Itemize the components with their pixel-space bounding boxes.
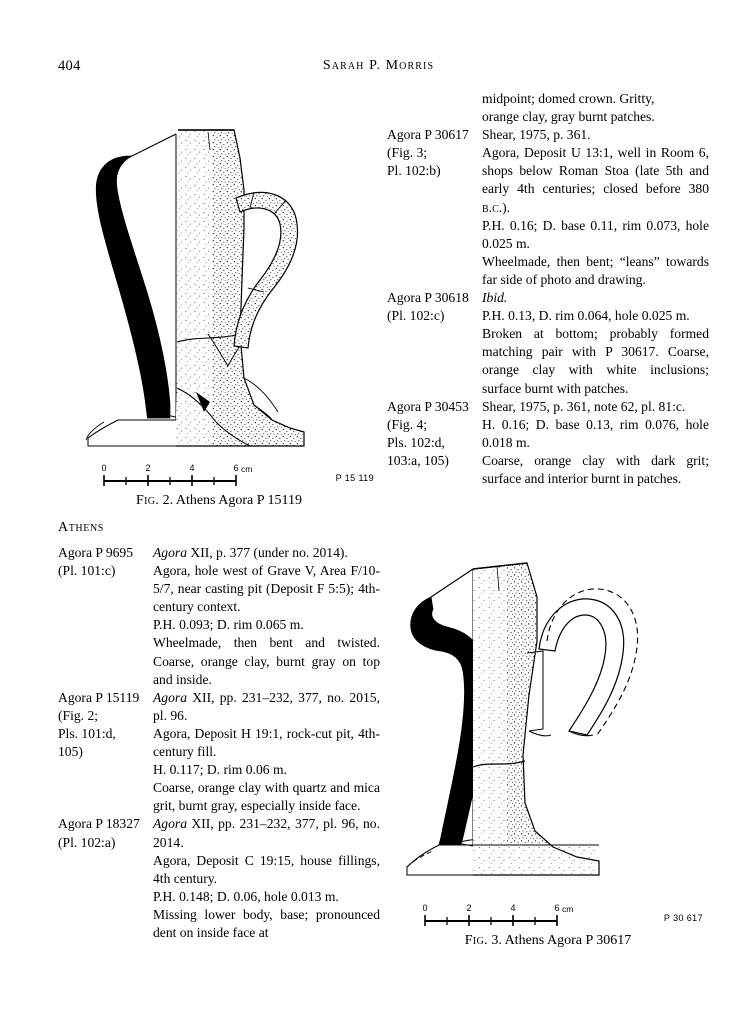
text-run: H. 0.117; D. rim 0.06 m. xyxy=(153,762,287,778)
bent-vessel-profile-p15119-drawing xyxy=(58,120,380,450)
entry-paragraph xyxy=(482,253,709,289)
text-run: Agora, Deposit U 13:1, well in Room 6, shops below Roman Stoa (late 5th and early 4th centuries; closed before 380 xyxy=(482,145,709,197)
scale-tick-4: 4 xyxy=(510,903,516,913)
scale-unit: cm xyxy=(562,904,574,914)
right-text-column xyxy=(387,90,709,488)
text-run: XII, p. 377 (under no. 2014). xyxy=(186,545,348,560)
figure-2-caption xyxy=(58,493,380,509)
entry-paragraph xyxy=(153,906,380,942)
entry-paragraph xyxy=(482,325,709,397)
entry-paragraph xyxy=(482,217,709,253)
text-run: Agora xyxy=(153,545,187,560)
scale-unit: cm xyxy=(241,464,253,474)
text-run: Wheelmade, then bent; “leans” towards far side of photo and drawing. xyxy=(482,253,709,287)
left-catalogue-entries xyxy=(58,544,380,942)
entry-label-line: 103:a, 105) xyxy=(387,452,449,468)
entry-label-line: (Fig. 2; xyxy=(58,707,99,723)
entry-description xyxy=(153,689,380,816)
figure-2-scalebar xyxy=(58,455,380,489)
entry-paragraph xyxy=(482,144,709,216)
catalogue-entry xyxy=(387,289,709,398)
catalogue-entry xyxy=(387,398,709,488)
text-run: XII, pp. 231–232, 377, no. 2015, pl. 96. xyxy=(153,689,380,723)
entry-label-line: (Pl. 102:c) xyxy=(387,308,445,324)
text-run: Agora xyxy=(153,689,187,705)
vessel-exterior-right xyxy=(168,120,328,450)
entry-paragraph xyxy=(482,416,709,452)
catalogue-entry xyxy=(58,689,380,816)
figure-3-caption-number: 3. xyxy=(491,933,502,948)
entry-paragraph xyxy=(153,888,380,906)
scale-tick-6: 6 xyxy=(233,463,239,473)
entry-inventory-label xyxy=(387,289,481,325)
text-run: P.H. 0.13, D. rim 0.064, hole 0.025 m. xyxy=(482,308,690,324)
text-run: Coarse, orange clay with dark grit; surface and interior burnt in patches. xyxy=(482,452,709,486)
entry-paragraph xyxy=(482,289,709,307)
entry-description xyxy=(153,544,380,689)
figure-2-caption-text: Athens Agora P 15119 xyxy=(175,493,302,508)
entry-paragraph xyxy=(153,544,380,562)
entry-label-line: Agora P 18327 xyxy=(58,816,140,832)
text-run: H. 0.16; D. base 0.13, rim 0.076, hole 0.018 m. xyxy=(482,416,709,450)
scale-tick-0: 0 xyxy=(422,903,428,913)
entry-paragraph xyxy=(153,562,380,616)
bent-vessel-profile-p30617-drawing xyxy=(387,545,709,890)
entry-paragraph xyxy=(153,761,380,779)
scale-tick-2: 2 xyxy=(145,463,151,473)
entry-label-line: Agora P 30618 xyxy=(387,290,469,306)
scale-tick-6: 6 xyxy=(554,903,560,913)
entry-label-line: Agora P 9695 xyxy=(58,545,134,560)
text-run: Agora, Deposit C 19:15, house fillings, 4th century. xyxy=(153,852,380,886)
text-run: b.c. xyxy=(482,199,503,215)
left-text-column xyxy=(58,520,380,942)
running-title: Sarah P. Morris xyxy=(322,58,435,73)
entry-label-line: Agora P 15119 xyxy=(58,689,140,705)
entry-paragraph xyxy=(482,307,709,325)
entry-label-line: Pl. 102:b) xyxy=(387,163,441,179)
figure-2 xyxy=(58,120,380,509)
continuation-line: midpoint; domed crown. Gritty, xyxy=(482,91,655,106)
text-run: Agora xyxy=(153,816,187,832)
text-run: P.H. 0.148; D. 0.06, hole 0.013 m. xyxy=(153,888,339,904)
figure-3-caption-text: Athens Agora P 30617 xyxy=(504,933,632,948)
scale-tick-4: 4 xyxy=(189,463,195,473)
text-run: Broken at bottom; probably formed matching pair with P 30617. Coarse, orange clay with white inclusions; surface burnt with patches. xyxy=(482,326,709,396)
text-run: ). xyxy=(502,199,511,215)
entry-paragraph xyxy=(482,126,709,144)
entry-inventory-label xyxy=(58,689,152,761)
figure-3-scalebar xyxy=(387,895,709,929)
entry-inventory-label xyxy=(387,398,481,470)
catalogue-entry xyxy=(58,815,380,942)
entry-label-line: 105) xyxy=(58,744,83,760)
entry-label-line: (Fig. 4; xyxy=(387,416,428,432)
text-run: XII, pp. 231–232, 377, pl. 96, no. 2014. xyxy=(153,816,380,850)
continuation-line: orange clay, gray burnt patches. xyxy=(482,109,655,125)
entry-description xyxy=(482,289,709,398)
running-head xyxy=(0,58,749,78)
text-run: Agora, Deposit H 19:1, rock-cut pit, 4th-century fill. xyxy=(153,725,380,760)
entry-paragraph xyxy=(153,852,380,888)
entry-paragraph xyxy=(153,689,380,725)
text-run: Wheelmade, then bent and twisted. Coarse, orange clay, burnt gray on top and inside. xyxy=(153,635,380,687)
figure-3-inventory-label: P 30 617 xyxy=(663,913,703,923)
entry-label-line: Agora P 30617 xyxy=(387,127,469,143)
figure-2-inventory-label: P 15 119 xyxy=(335,473,374,483)
vessel-handle xyxy=(539,589,638,736)
section-heading-athens: Athens xyxy=(58,520,104,535)
text-run: Ibid. xyxy=(482,290,508,306)
entry-label-line: Pls. 102:d, xyxy=(387,434,445,450)
entry-paragraph xyxy=(153,634,380,688)
text-run: Shear, 1975, p. 361, note 62, pl. 81:c. xyxy=(482,398,686,414)
text-run: Shear, 1975, p. 361. xyxy=(482,127,591,143)
entry-inventory-label xyxy=(387,126,481,180)
entry-label-line: (Pl. 102:a) xyxy=(58,834,116,850)
entry-inventory-label xyxy=(58,815,152,851)
entry-label-line: (Pl. 101:c) xyxy=(58,563,116,579)
entry-paragraph xyxy=(153,779,380,815)
continuation-paragraph xyxy=(482,90,709,126)
entry-label-line: (Fig. 3; xyxy=(387,145,428,161)
entry-description xyxy=(482,398,709,488)
scale-bar-graphic xyxy=(58,459,298,489)
text-run: Coarse, orange clay with quartz and mica grit, burnt gray, especially inside face. xyxy=(153,780,380,814)
page-number: 404 xyxy=(58,58,81,74)
catalogue-entry xyxy=(387,126,709,289)
figure-3-caption-prefix: Fig. xyxy=(464,933,488,948)
scale-tick-0: 0 xyxy=(101,463,107,473)
right-catalogue-entries xyxy=(387,126,709,488)
figure-3-caption xyxy=(387,933,709,949)
text-run: P.H. 0.093; D. rim 0.065 m. xyxy=(153,617,304,633)
entry-label-line: Agora P 30453 xyxy=(387,398,469,414)
vessel-section-left xyxy=(86,134,188,446)
figure-3 xyxy=(387,545,709,949)
text-run: Missing lower body, base; pronounced dent on inside face at xyxy=(153,906,380,940)
entry-description xyxy=(482,126,709,289)
text-run: P.H. 0.16; D. base 0.11, rim 0.073, hole 0.025 m. xyxy=(482,217,709,251)
entry-description xyxy=(153,815,380,942)
figure-2-caption-number: 2. xyxy=(162,493,174,508)
entry-paragraph xyxy=(153,616,380,634)
scale-tick-2: 2 xyxy=(466,903,472,913)
entry-paragraph xyxy=(482,452,709,488)
entry-paragraph xyxy=(153,815,380,851)
figure-2-caption-prefix: Fig. xyxy=(136,493,160,508)
catalogue-entry xyxy=(58,544,380,689)
entry-inventory-label xyxy=(58,544,152,580)
entry-paragraph xyxy=(153,725,380,761)
entry-label-line: Pls. 101:d, xyxy=(58,725,116,741)
scale-bar-graphic xyxy=(387,899,647,929)
entry-paragraph xyxy=(482,398,709,416)
text-run: Agora, hole west of Grave V, Area F/10-5/7, near casting pit (Deposit F 5:5); 4th-century context. xyxy=(153,563,380,615)
